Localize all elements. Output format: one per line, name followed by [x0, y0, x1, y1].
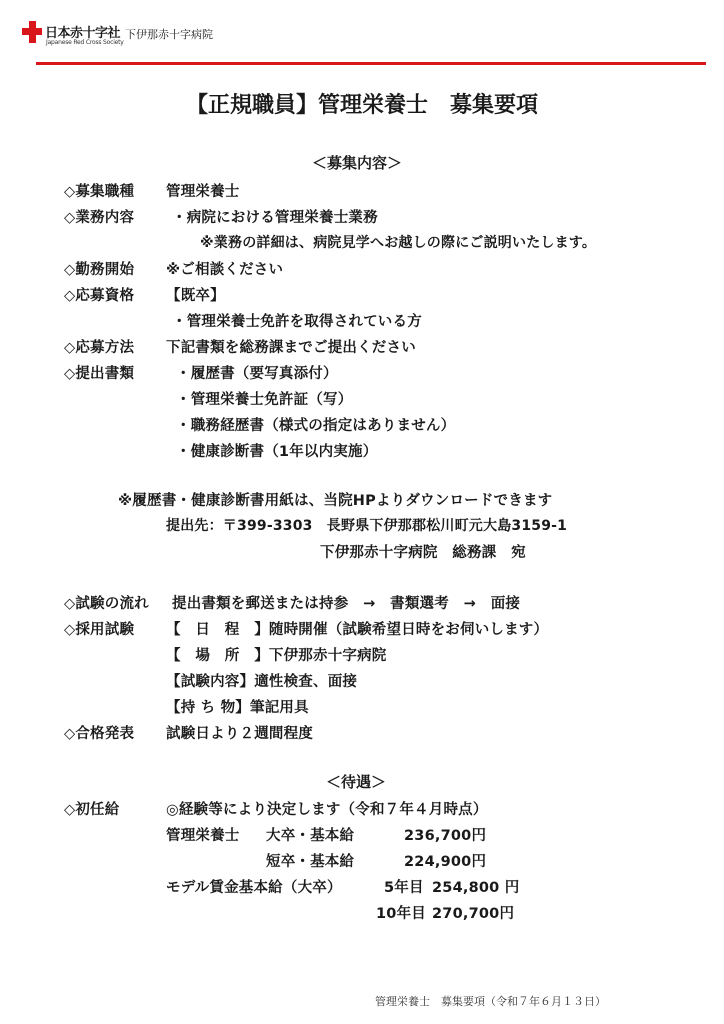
org-name-jp: 日本赤十字社 [45, 26, 121, 41]
exam-row: 【試験内容】適性検査、面接 [166, 674, 358, 690]
page-title: 【正規職員】管理栄養士 募集要項 [185, 93, 538, 118]
exam-row: 【 日 程 】随時開催（試験希望日時をお伺いします） [166, 622, 549, 638]
download-note: ※履歴書・健康診断書用紙は、当院HPよりダウンロードできます [118, 493, 553, 509]
docs-label: ◇提出書類 [64, 366, 135, 382]
salary-row-type: 大卒・基本給 [266, 828, 355, 844]
model-wage-label: モデル賃金基本給（大卒） [166, 880, 342, 896]
method-label: ◇応募方法 [64, 340, 135, 356]
model-wage-amount: 254,800 円 [432, 880, 520, 896]
job-type-label: ◇募集職種 [64, 184, 135, 200]
hospital-name: 下伊那赤十字病院 [125, 28, 213, 41]
qual-value: 【既卒】 [166, 288, 225, 304]
salary-row-amount: 224,900円 [404, 854, 487, 870]
job-type-value: 管理栄養士 [166, 184, 240, 200]
result-value: 試験日より２週間程度 [166, 726, 313, 742]
doc-item: ・履歴書（要写真添付） [176, 366, 338, 382]
model-wage-amount: 270,700円 [432, 906, 515, 922]
qual-detail: ・管理栄養士免許を取得されている方 [172, 314, 422, 330]
duties-value: ・病院における管理栄養士業務 [172, 210, 378, 226]
doc-item: ・職務経歴書（様式の指定はありません） [176, 418, 456, 434]
salary-label: ◇初任給 [64, 802, 120, 818]
header-divider [36, 62, 706, 65]
flow-label: ◇試験の流れ [64, 596, 149, 612]
flow-value: 提出書類を郵送または持参 → 書類選考 → 面接 [172, 596, 521, 612]
duties-label: ◇業務内容 [64, 210, 135, 226]
exam-row: 【 場 所 】下伊那赤十字病院 [166, 648, 387, 664]
salary-note: ◎経験等により決定します（令和７年４月時点） [166, 802, 488, 818]
org-name-en: Japanese Red Cross Society [46, 39, 124, 46]
duties-note: ※業務の詳細は、病院見学へお越しの際にご説明いたします。 [200, 235, 597, 251]
result-label: ◇合格発表 [64, 726, 135, 742]
salary-row-amount: 236,700円 [404, 828, 487, 844]
model-wage-year: 10年目 [376, 906, 426, 922]
qual-label: ◇応募資格 [64, 288, 135, 304]
start-value: ※ご相談ください [166, 262, 284, 278]
recruit-heading: ＜募集内容＞ [312, 154, 403, 172]
model-wage-year: 5年目 [384, 880, 424, 896]
footer-caption: 管理栄養士 募集要項（令和７年６月１３日） [375, 995, 606, 1008]
doc-item: ・管理栄養士免許証（写） [176, 392, 353, 408]
start-label: ◇勤務開始 [64, 262, 135, 278]
method-value: 下記書類を総務課までご提出ください [166, 340, 416, 356]
benefits-heading: ＜待遇＞ [326, 773, 387, 791]
salary-row-type: 短卒・基本給 [266, 854, 355, 870]
exam-row: 【持 ち 物】筆記用具 [166, 700, 309, 716]
submit-address: 提出先：〒399-3303 長野県下伊那郡松川町元大島3159-1 [166, 518, 568, 534]
doc-item: ・健康診断書（1年以内実施） [176, 444, 378, 460]
red-cross-icon [22, 21, 42, 43]
exam-label: ◇採用試験 [64, 622, 135, 638]
submit-recipient: 下伊那赤十字病院 総務課 宛 [320, 545, 526, 561]
salary-row-label: 管理栄養士 [166, 828, 240, 844]
